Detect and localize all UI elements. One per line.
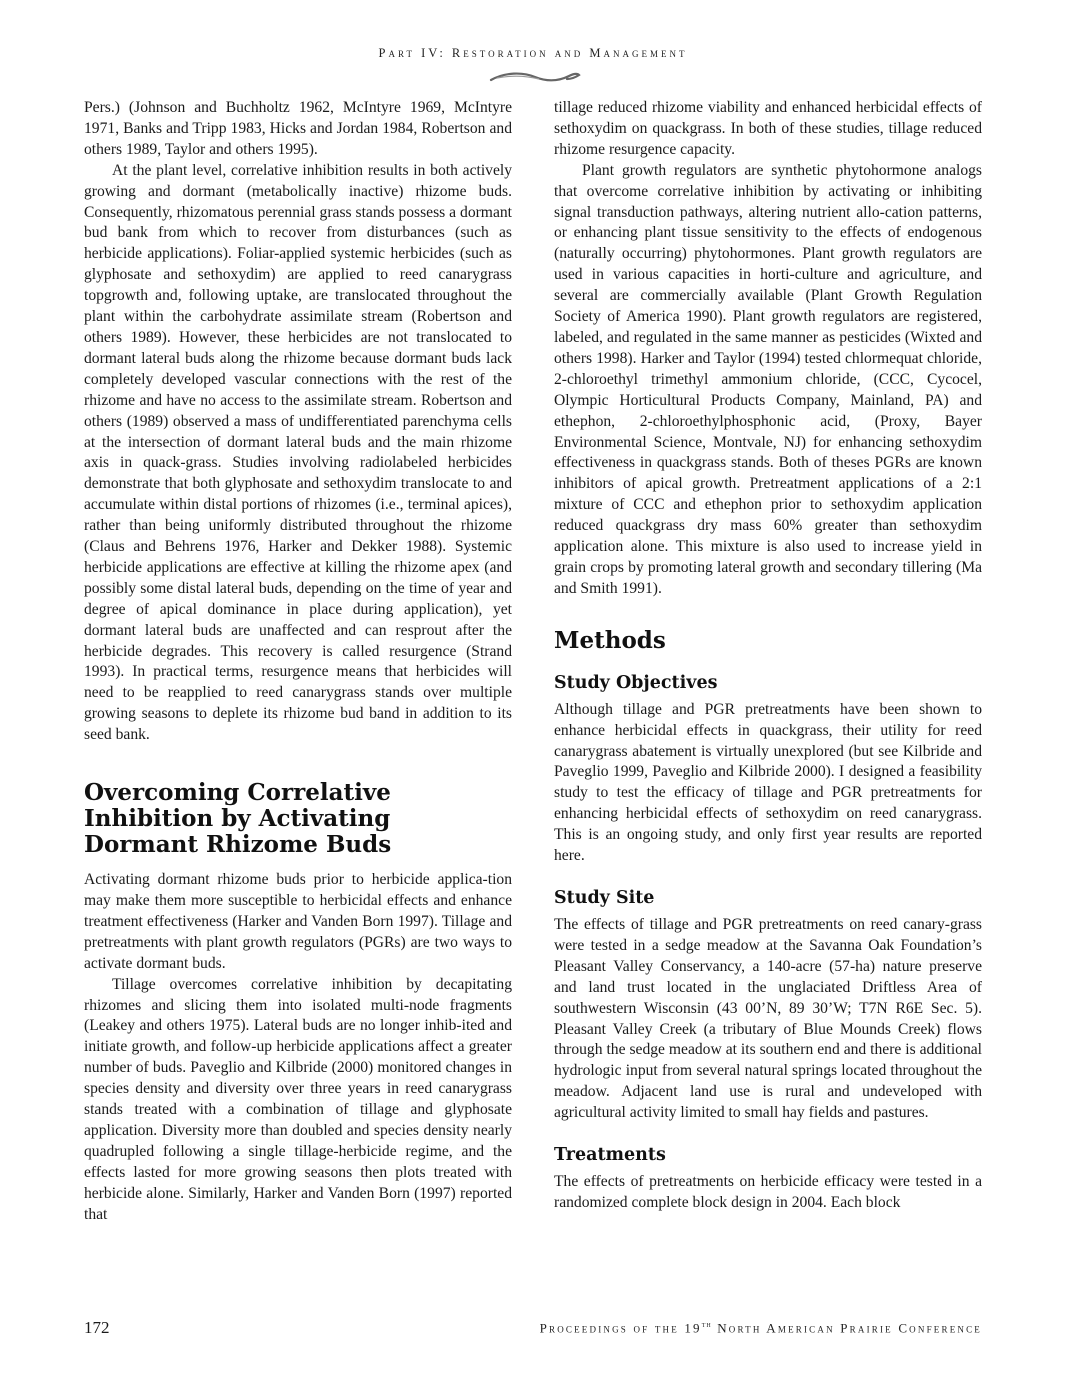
- section-heading-methods: Methods: [554, 626, 666, 654]
- left-paragraph-3: Activating dormant rhizome buds prior to herbicide applica-tion may make them more susceptible to herbicidal effects and enhance treatment effectiveness (Harker and Vanden Born 1997). Tillage and pretreatments with plant growth regulators (PGRs) are two ways to activate dormant buds.: [84, 871, 512, 972]
- subheading-treatments: Treatments: [554, 1145, 666, 1166]
- study-objectives-text: Although tillage and PGR pretreatments have been shown to enhance herbicidal effects in quackgrass, their utility for reed canarygrass abatement is virtually unexplored (but see Kilbride and Paveglio 1999, Paveglio and Kilbride 2000). I designed a feasibility study to test the efficacy of tillage and PGR pretreatments for enhancing herbicidal effects of sethoxydim on reed canarygrass. This is an ongoing study, and only first year results are reported here.: [554, 700, 982, 865]
- right-paragraph-1: tillage reduced rhizome viability and enhanced herbicidal effects of sethoxydim on quackgrass. In both of these studies, tillage reduced rhizome resurgence capacity.: [554, 99, 982, 158]
- left-paragraph-1: Pers.) (Johnson and Buchholtz 1962, McIntyre 1969, McIntyre 1971, Banks and Tripp 1983, Hicks and Jordan 1984, Robertson and others 1989, Taylor and others 1995).: [84, 99, 512, 158]
- study-site-text: The effects of tillage and PGR pretreatments on reed canary-grass were tested in a sedge meadow at the Savanna Oak Foundation’s Pleasant Valley Conservancy, a 140-acre (57-ha) nature preserve and land trust located in the unglaciated Driftless Area of southwestern Wisconsin (43 00’N, 89 30’W; T7N R6E Sec. 5). Pleasant Valley Creek (a tributary of Blue Mounds Creek) flows through the sedge meadow at its southern end and there is additional hydrologic input from several natural springs located throughout the meadow. Adjacent land use is rural and undeveloped with agricultural activity limited to small hay fields and pastures.: [554, 916, 982, 1122]
- left-paragraph-4: Tillage overcomes correlative inhibition by decapitating rhizomes and slicing them into isolated multi-node fragments (Leakey and others 1975). Lateral buds are no longer inhib-ited and initiate growth, and follow-up herbicide applications affect a greater number of buds. Paveglio and Kilbride (2000) monitored changes in species density and diversity over three years in reed canarygrass stands treated with a combination of tillage and glyphosate application. Diversity more than doubled and species density nearly quadrupled following a single tillage-herbicide regime, and the effects lasted for more growing seasons then plots treated with herbicide alone. Similarly, Harker and Vanden Born (1997) reported that: [84, 975, 512, 1223]
- treatments-text: The effects of pretreatments on herbicide efficacy were tested in a randomized complete block design in 2004. Each block: [554, 1173, 982, 1211]
- subheading-study-site: Study Site: [554, 888, 655, 908]
- left-paragraph-2: At the plant level, correlative inhibition results in both actively growing and dormant (metabolically inactive) rhizome buds. Consequently, rhizomatous perennial grass stands possess a dormant bud bank from which to recover from disturbances (such as herbicide applications). Foliar-applied systemic herbicides (such as glyphosate and sethoxydim) are applied to reed canarygrass topgrowth and, following uptake, are translocated throughout the plant within the carbohydrate assimilate stream (Robertson and others 1989). However, these herbicides are not translocated to dormant lateral buds along the rhizome because dormant buds lack completely developed vascular connections with the rest of the rhizome and have no access to the assimilate stream. Robertson and others (1989) observed a mass of undifferentiated parenchyma cells at the intersection of dormant lateral buds and the main rhizome axis in quack-grass. Studies involving radiolabeled herbicides demonstrate that both glyphosate and sethoxydim translocate to and accumulate within distal portions of rhizomes (i.e., terminal apices), rather than being uniformly distributed throughout the rhizome (Claus and Behrens 1976, Harker and Dekker 1988). Systemic herbicide applications are effective at killing the rhizome apex (and possibly some distal lateral buds, depending on the time of year and degree of apical dominance in place during application), yet dormant lateral buds are unaffected and can resprout after the herbicide degrades. This recovery is called resurgence (Strand 1993). In practical terms, resurgence means that herbicides will need to be reapplied to reed canarygrass stands over multiple growing seasons to deplete its rhizome bud band in addition to its seed bank.: [84, 161, 512, 744]
- flourish-ornament-icon: [483, 68, 583, 86]
- running-head: Part IV: Restoration and Management: [378, 46, 688, 60]
- subheading-study-objectives: Study Objectives: [554, 672, 718, 693]
- proceedings-text-end: North American Prairie Conference: [711, 1320, 982, 1336]
- proceedings-ordinal-suffix: th: [701, 1320, 712, 1329]
- right-paragraph-2: Plant growth regulators are synthetic phytohormone analogs that overcome correlative inhibition by activating or inhibiting signal transduction pathways, altering nutrient allo-cation patterns, or enhancing plant tissue sensitivity to the effects of endogenous (naturally occurring) phytohormones. Plant growth regulators are used in various capacities in horti-culture and agriculture, and several are commercially available (Plant Growth Regulation Society of America 1990). Plant growth regulators are registered, labeled, and regulated in the same manner as pesticides (Wixted and others 1998). Harker and Taylor (1994) tested chlormequat chloride, 2-chloroethyl trimethyl ammonium chloride, (CCC, Cycocel, Olympic Horticultural Products Company, Mainland, PA) and ethephon, 2-chloroethylphosphonic acid, (Proxy, Bayer Environmental Science, Montvale, NJ) for enhancing sethoxydim effectiveness in quackgrass stands. Both of theses PGRs are known inhibitors of apical growth. Pretreatment applications of a 2:1 mixture of CCC and ethephon prior to sethoxydim application reduced quackgrass dry mass 60% greater than sethoxydim application alone. This mixture is also used to increase yield in grain crops by promoting lateral growth and secondary tillering (Ma and Smith 1991).: [554, 161, 982, 597]
- section-heading-correlative-inhibition: Overcoming Correlative Inhibition by Activating Dormant Rhizome Buds: [84, 779, 392, 859]
- proceedings-text-start: Proceedings of the 19: [539, 1320, 702, 1336]
- right-column: [554, 98, 982, 1214]
- proceedings-footer: [540, 1320, 982, 1336]
- left-column: [84, 98, 512, 1226]
- page-number: 172: [84, 1318, 110, 1337]
